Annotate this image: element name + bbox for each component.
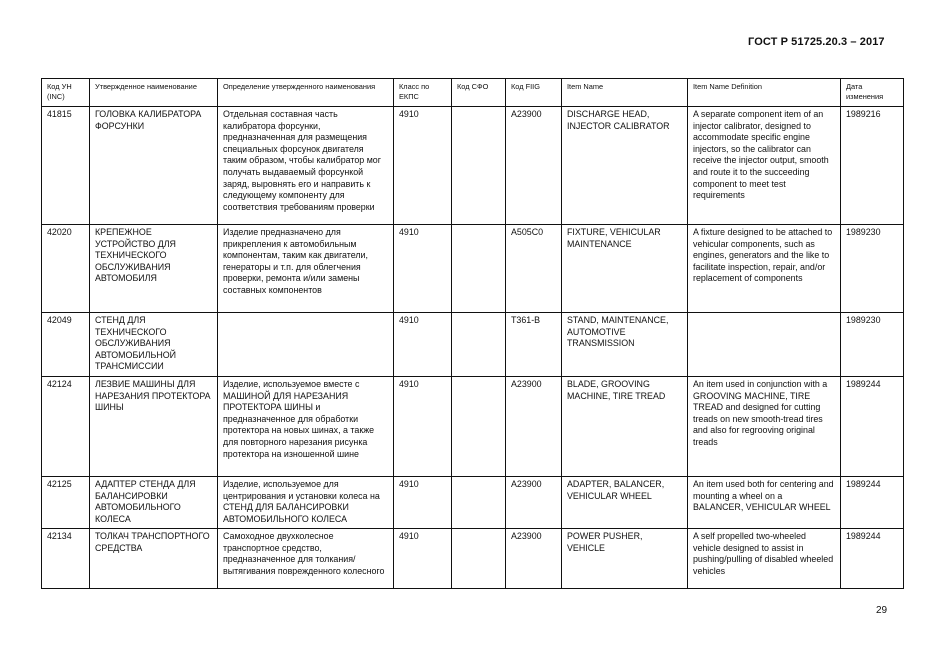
cell-date: 1989230 bbox=[841, 225, 904, 313]
cell-item-name: FIXTURE, VEHICULAR MAINTENANCE bbox=[562, 225, 688, 313]
cell-class: 4910 bbox=[394, 377, 452, 477]
cell-class: 4910 bbox=[394, 225, 452, 313]
cell-approved-name: ТОЛКАЧ ТРАНСПОРТНОГО СРЕДСТВА bbox=[90, 529, 218, 589]
cell-definition: Изделие, используемое вместе с МАШИНОЙ ДЛЯ НАРЕЗАНИЯ ПРОТЕКТОРА ШИНЫ и предназначенное для обработки протектора на новых шинах, а также для повторного нарезания рисунка протектора на изношенной шине bbox=[218, 377, 394, 477]
cell-date: 1989244 bbox=[841, 529, 904, 589]
cell-definition: Изделие предназначено для прикрепления к автомобильным компонентам, таким как двигатели, генераторы и т.п. для облегчения проверки, ремонта и/или замены составных компонентов bbox=[218, 225, 394, 313]
cell-definition: Изделие, используемое для центрирования и установки колеса на СТЕНД ДЛЯ БАЛАНСИРОВКИ АВТОМОБИЛЬНОГО КОЛЕСА bbox=[218, 477, 394, 529]
cell-approved-name: СТЕНД ДЛЯ ТЕХНИЧЕСКОГО ОБСЛУЖИВАНИЯ АВТОМОБИЛЬНОЙ ТРАНСМИССИИ bbox=[90, 313, 218, 377]
column-header-class: Класс по ЕКПС bbox=[394, 79, 452, 107]
cell-inc: 42020 bbox=[42, 225, 90, 313]
cell-item-name-definition: A fixture designed to be attached to vehicular components, such as engines, generators and the like to facilitate inspection, repair, and/or replacement of components bbox=[688, 225, 841, 313]
cell-class: 4910 bbox=[394, 313, 452, 377]
table-row bbox=[42, 313, 904, 377]
cell-inc: 42125 bbox=[42, 477, 90, 529]
cell-inc: 42134 bbox=[42, 529, 90, 589]
table-row bbox=[42, 377, 904, 477]
cell-date: 1989230 bbox=[841, 313, 904, 377]
cell-item-name-definition: A separate component item of an injector calibrator, designed to accommodate specific engine injectors, so the calibrator can receive the injector output, smooth and route it to the succeeding component to meet test requirements bbox=[688, 107, 841, 225]
cell-approved-name: КРЕПЕЖНОЕ УСТРОЙСТВО ДЛЯ ТЕХНИЧЕСКОГО ОБСЛУЖИВАНИЯ АВТОМОБИЛЯ bbox=[90, 225, 218, 313]
page-number: 29 bbox=[876, 605, 888, 616]
table-row bbox=[42, 529, 904, 589]
cell-definition: Отдельная составная часть калибратора форсунки, предназначенная для размещения специальных форсунок двигателя таким образом, чтобы калибратор мог получать выдаваемый форсункой заряд, выровнять его и направить к следующему компоненту для соответствия требованиям проверки bbox=[218, 107, 394, 225]
cell-fiig: A23900 bbox=[506, 377, 562, 477]
column-header-sfo: Код СФО bbox=[452, 79, 506, 107]
cell-date: 1989244 bbox=[841, 377, 904, 477]
table-header-row bbox=[42, 79, 904, 107]
cell-sfo bbox=[452, 377, 506, 477]
cell-date: 1989244 bbox=[841, 477, 904, 529]
cell-inc: 41815 bbox=[42, 107, 90, 225]
table-row bbox=[42, 477, 904, 529]
cell-item-name: DISCHARGE HEAD, INJECTOR CALIBRATOR bbox=[562, 107, 688, 225]
cell-item-name: STAND, MAINTENANCE, AUTOMOTIVE TRANSMISSION bbox=[562, 313, 688, 377]
cell-sfo bbox=[452, 477, 506, 529]
cell-inc: 42049 bbox=[42, 313, 90, 377]
cell-sfo bbox=[452, 107, 506, 225]
cell-item-name-definition: An item used both for centering and mounting a wheel on a BALANCER, VEHICULAR WHEEL bbox=[688, 477, 841, 529]
column-header-item-name: Item Name bbox=[562, 79, 688, 107]
column-header-item-name-definition: Item Name Definition bbox=[688, 79, 841, 107]
column-header-fiig: Код FIIG bbox=[506, 79, 562, 107]
column-header-definition: Определение утвержденного наименования bbox=[218, 79, 394, 107]
item-names-table bbox=[41, 78, 904, 589]
cell-approved-name: ГОЛОВКА КАЛИБРАТОРА ФОРСУНКИ bbox=[90, 107, 218, 225]
cell-fiig: T361-B bbox=[506, 313, 562, 377]
cell-inc: 42124 bbox=[42, 377, 90, 477]
cell-item-name: BLADE, GROOVING MACHINE, TIRE TREAD bbox=[562, 377, 688, 477]
table-row bbox=[42, 107, 904, 225]
column-header-date: Дата изменения bbox=[841, 79, 904, 107]
cell-definition: Самоходное двухколесное транспортное средство, предназначенное для толкания/вытягивания поврежденного колесного bbox=[218, 529, 394, 589]
cell-fiig: A23900 bbox=[506, 477, 562, 529]
cell-item-name-definition bbox=[688, 313, 841, 377]
cell-date: 1989216 bbox=[841, 107, 904, 225]
column-header-inc: Код УН (INC) bbox=[42, 79, 90, 107]
cell-fiig: A23900 bbox=[506, 107, 562, 225]
cell-fiig: A23900 bbox=[506, 529, 562, 589]
cell-item-name-definition: A self propelled two-wheeled vehicle designed to assist in pushing/pulling of disabled wheeled vehicles bbox=[688, 529, 841, 589]
cell-sfo bbox=[452, 529, 506, 589]
cell-fiig: A505C0 bbox=[506, 225, 562, 313]
cell-sfo bbox=[452, 313, 506, 377]
column-header-approved-name: Утвержденное наименование bbox=[90, 79, 218, 107]
cell-sfo bbox=[452, 225, 506, 313]
cell-approved-name: АДАПТЕР СТЕНДА ДЛЯ БАЛАНСИРОВКИ АВТОМОБИЛЬНОГО КОЛЕСА bbox=[90, 477, 218, 529]
cell-class: 4910 bbox=[394, 529, 452, 589]
cell-class: 4910 bbox=[394, 107, 452, 225]
table-row bbox=[42, 225, 904, 313]
document-standard-header: ГОСТ Р 51725.20.3 – 2017 bbox=[748, 36, 885, 48]
cell-item-name: ADAPTER, BALANCER, VEHICULAR WHEEL bbox=[562, 477, 688, 529]
cell-class: 4910 bbox=[394, 477, 452, 529]
cell-approved-name: ЛЕЗВИЕ МАШИНЫ ДЛЯ НАРЕЗАНИЯ ПРОТЕКТОРА ШИНЫ bbox=[90, 377, 218, 477]
cell-definition bbox=[218, 313, 394, 377]
cell-item-name-definition: An item used in conjunction with a GROOVING MACHINE, TIRE TREAD and designed for cutting treads on new smooth-tread tires and also for regrooving original treads bbox=[688, 377, 841, 477]
cell-item-name: POWER PUSHER, VEHICLE bbox=[562, 529, 688, 589]
